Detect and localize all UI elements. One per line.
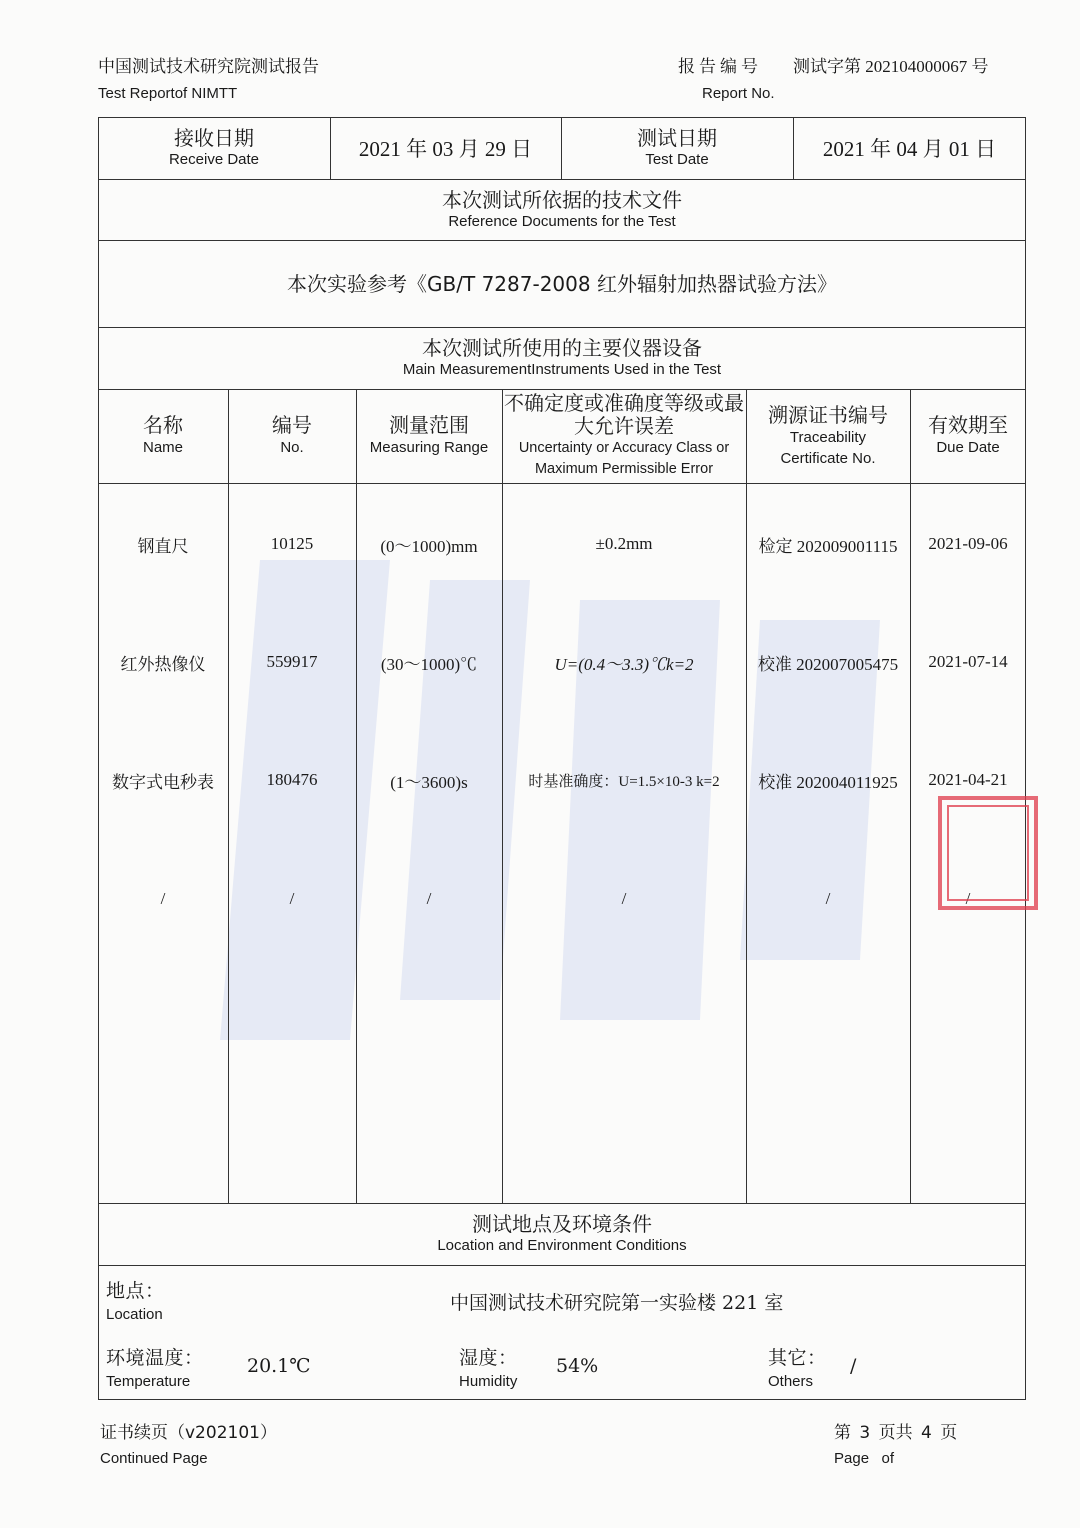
- table-cell-no: 10125: [270, 534, 314, 553]
- test-date-text: 2021 年 04 月 01 日: [822, 137, 997, 161]
- report-label-cn: 报告编号: [678, 57, 762, 77]
- reference-title-en: Reference Documents for the Test: [448, 212, 676, 230]
- test-date-value: [793, 117, 1026, 179]
- continued-page-cn: 证书续页（v202101）: [100, 1423, 277, 1443]
- column-header-due: [910, 389, 1026, 483]
- humidity-label-en: Humidity: [459, 1373, 518, 1390]
- receive-date-label-en: Receive Date: [168, 151, 260, 168]
- column-header-en: Uncertainty or Accuracy Class or Maximum Permissible Error: [518, 440, 730, 477]
- table-cell-cert: /: [825, 889, 831, 908]
- others-label-cn: 其它：: [768, 1347, 827, 1369]
- report-label-en: Report No.: [702, 85, 775, 102]
- column-header-cn: 名称: [143, 413, 183, 437]
- table-cell-uncertainty: 时基准确度：U=1.5×10-3 k=2: [528, 773, 720, 790]
- org-title-cn: 中国测试技术研究院测试报告: [98, 57, 319, 77]
- column-header-cert: [746, 389, 910, 483]
- humidity-label-cn: 湿度：: [459, 1347, 518, 1369]
- receive-date-value: [330, 117, 561, 179]
- column-header-cn: 测量范围: [389, 413, 469, 437]
- location-title-en: Location and Environment Conditions: [437, 1237, 687, 1254]
- org-title-en: Test Reportof NIMTT: [98, 85, 238, 102]
- column-header-uncertainty: [502, 389, 746, 483]
- table-cell-due: 2021-09-06: [928, 534, 1008, 553]
- page-number-cn: 第 3 页共 4 页: [834, 1423, 958, 1443]
- column-header-cn: 编号: [272, 413, 312, 437]
- location-title: [98, 1203, 1026, 1265]
- table-cell-uncertainty: U=(0.4～3.3)℃k=2: [554, 654, 694, 674]
- instruments-title-en: Main MeasurementInstruments Used in the Test: [402, 361, 722, 378]
- temperature-label-cn: 环境温度：: [106, 1347, 204, 1369]
- table-cell-cert: 校准 202007005475: [757, 654, 899, 674]
- table-cell-name: /: [160, 889, 166, 908]
- table-cell-name: 数字式电秒表: [112, 772, 214, 793]
- continued-page-en: Continued Page: [100, 1450, 208, 1467]
- location-value: 中国测试技术研究院第一实验楼 221 室: [450, 1292, 784, 1314]
- table-cell-range: /: [426, 889, 432, 908]
- test-date-label: [561, 117, 793, 179]
- column-header-name: [98, 389, 228, 483]
- column-header-en: No.: [280, 439, 304, 456]
- others-label-en: Others: [768, 1373, 814, 1390]
- table-cell-name: 红外热像仪: [120, 654, 206, 675]
- table-cell-cert: 检定 202009001115: [758, 536, 898, 556]
- table-cell-uncertainty: ±0.2mm: [595, 534, 653, 553]
- official-seal-icon: [930, 790, 1050, 915]
- test-date-label-cn: 测试日期: [637, 126, 717, 150]
- column-header-range: [356, 389, 502, 483]
- divider: [98, 1265, 1026, 1266]
- column-header-cn: 溯源证书编号: [768, 402, 888, 427]
- table-cell-range: (0～1000)mm: [380, 536, 478, 556]
- column-header-en: Due Date: [936, 439, 1000, 456]
- reference-title: [98, 179, 1026, 240]
- page-number-en: Page of: [834, 1450, 895, 1467]
- report-number: 测试字第 202104000067 号: [793, 57, 989, 76]
- receive-date-text: 2021 年 03 月 29 日: [358, 137, 533, 161]
- temperature-value: 20.1℃: [247, 1355, 311, 1377]
- column-header-en: Name: [142, 439, 183, 456]
- column-header-no: [228, 389, 356, 483]
- table-cell-cert: 校准 202004011925: [758, 772, 898, 792]
- instruments-title: [98, 327, 1026, 389]
- reference-content-text: 本次实验参考《GB/T 7287-2008 红外辐射加热器试验方法》: [287, 271, 837, 296]
- table-cell-uncertainty: /: [621, 889, 627, 908]
- instruments-title-cn: 本次测试所使用的主要仪器设备: [422, 336, 702, 360]
- table-cell-no: 559917: [266, 652, 318, 671]
- table-cell-no: 180476: [266, 770, 318, 789]
- table-cell-due: 2021-04-21: [928, 770, 1008, 789]
- test-date-label-en: Test Date: [645, 151, 709, 168]
- column-header-cn: 有效期至: [928, 413, 1008, 437]
- table-cell-name: 钢直尺: [137, 536, 189, 557]
- table-cell-range: (30～1000)℃: [380, 654, 478, 674]
- column-header-en: Traceability Certificate No.: [780, 428, 876, 467]
- location-label-en: Location: [106, 1306, 163, 1323]
- humidity-value: 54%: [556, 1355, 599, 1377]
- column-header-cn: 不确定度或准确度等级或最大允许误差: [504, 391, 744, 438]
- location-label-cn: 地点：: [106, 1280, 165, 1302]
- temperature-label-en: Temperature: [106, 1373, 191, 1390]
- column-header-en: Measuring Range: [369, 439, 489, 456]
- reference-title-cn: 本次测试所依据的技术文件: [442, 187, 682, 212]
- table-cell-range: (1～3600)s: [390, 772, 468, 792]
- table-cell-due: /: [965, 889, 971, 908]
- location-title-cn: 测试地点及环境条件: [472, 1212, 652, 1236]
- others-value: /: [850, 1355, 857, 1377]
- table-cell-no: /: [289, 889, 295, 908]
- reference-content: [98, 240, 1026, 327]
- receive-date-label-cn: 接收日期: [174, 126, 254, 150]
- receive-date-label: [98, 117, 330, 179]
- table-cell-due: 2021-07-14: [928, 652, 1008, 671]
- divider: [98, 483, 1026, 484]
